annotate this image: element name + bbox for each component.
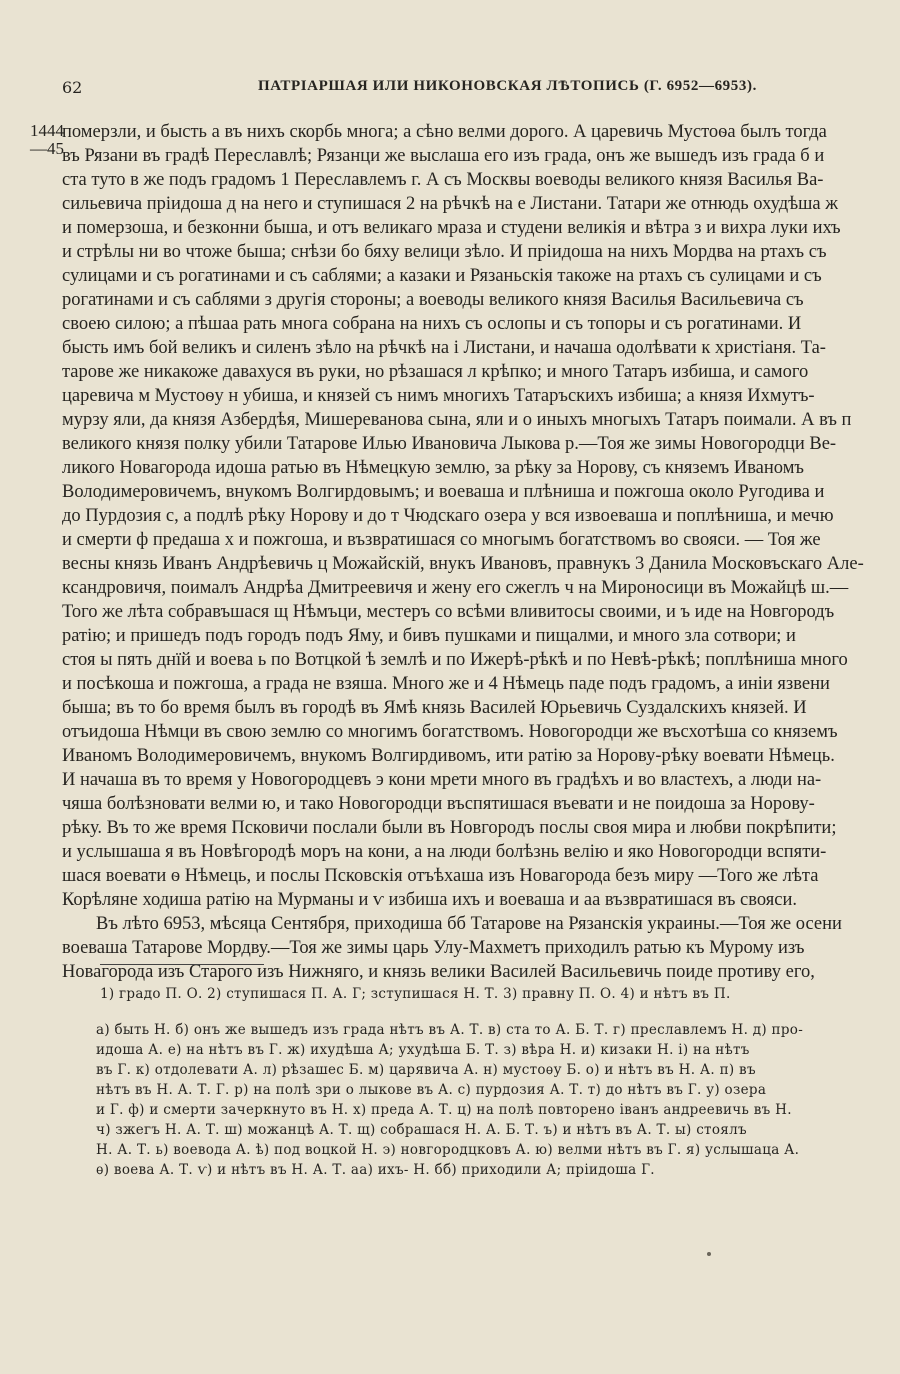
text-line: померзли, и бысть а въ нихъ скорбь многа; а сѣно велми дорого. А царевичь Мустоѳа былъ тогда — [62, 122, 827, 142]
text-line: шася воевати ѳ Нѣмець, и послы Псковскія отъѣхаша изъ Новагорода безъ миру —Того же лѣта — [62, 866, 819, 886]
text-line: рогатинами и съ саблями з другія стороны; а воеводы великого князя Василья Васильевича съ — [62, 290, 804, 310]
text-line: Въ лѣто 6953, мѣсяца Сентября, приходиша бб Татарове на Рязанскія украины.—Тоя же осени — [96, 914, 842, 934]
text-line: тарове же никакоже давахуся въ руки, но рѣзашася л крѣпко; и много Татаръ избиша, и самого — [62, 362, 809, 382]
text-line: ратію; и пришедъ подъ городъ подъ Яму, и бивъ пушками и пищалми, и много зла сотвори; и — [62, 626, 796, 646]
page-number: 62 — [62, 78, 83, 97]
text-line: великого князя полку убили Татарове Илью Ивановича Лыкова р.—Тоя же зимы Новогородци Ве- — [62, 434, 837, 454]
footnote-divider — [100, 964, 264, 965]
footnote-numeric: 1) градо П. О. 2) ступишася П. А. Г; зступишася Н. Т. 3) правну П. О. 4) и нѣтъ въ П. — [100, 986, 731, 1002]
text-line: быша; въ то бо время былъ въ городѣ въ Ямѣ князь Василей Юрьевичь Суздалскихъ князей. И — [62, 698, 807, 718]
text-line: въ Рязани въ градѣ Переславлѣ; Рязанци же выслаша его изъ града, онъ же вышедъ изъ града б и — [62, 146, 825, 166]
text-line: отъидоша Нѣмци въ свою землю со многимъ богатствомъ. Новогородци же въсхотѣша со княземъ — [62, 722, 838, 742]
text-line: Володимеровичемъ, внукомъ Волгирдовымъ; и воеваша и плѣниша и пожгоша около Ругодива и — [62, 482, 825, 502]
margin-year-line-2: —45 — [30, 139, 64, 158]
footnote-line: Н. А. Т. ь) воевода А. ѣ) под воцкой Н. э) новгородцковъ А. ю) велми нѣтъ въ Г. я) услышаца А. — [96, 1142, 800, 1158]
footnote-line: а) быть Н. б) онъ же вышедъ изъ града нѣтъ въ А. Т. в) ста то А. Б. Т. г) преславлемъ Н. д) про- — [96, 1022, 804, 1038]
footnote-line: ѳ) воева А. Т. ѵ) и нѣтъ въ Н. А. Т. аа) ихъ- Н. бб) приходили А; пріидоша Г. — [96, 1162, 655, 1178]
text-line: сулицами и съ рогатинами и съ саблями; а казаки и Рязаньскія такоже на ртахъ съ сулицами и съ — [62, 266, 822, 286]
text-line: И начаша въ то время у Новогородцевъ э кони мрети много въ градѣхъ и во властехъ, а люди на- — [62, 770, 822, 790]
text-line: Корѣляне ходиша ратію на Мурманы и ѵ избиша ихъ и воеваша и аа възвратишася въ свояси. — [62, 890, 797, 910]
text-line: до Пурдозия с, а подлѣ рѣку Норову и до т Чюдскаго озера у вся извоеваша и поплѣниша, и мечю — [62, 506, 834, 526]
text-line: Новагорода изъ Старого изъ Нижняго, и князь велики Василей Васильевичь поиде противу его, — [62, 962, 815, 982]
text-line: своею силою; а пѣшаа рать многа собрана на нихъ съ ослопы и съ топоры и съ рогатинами. И — [62, 314, 802, 334]
text-line: и померзоша, и безконни быша, и отъ великаго мраза и студени великія и вѣтра з и вихра луки ихъ — [62, 218, 841, 238]
text-line: бысть имъ бой великъ и силенъ зѣло на рѣчкѣ на і Листани, и начаша одолѣвати к христіаня. Та- — [62, 338, 826, 358]
text-line: ксандровичя, поималъ Андрѣа Дмитреевичя и жену его сжеглъ ч на Мироносици въ Можайцѣ ш.— — [62, 578, 849, 598]
footnote-line: въ Г. к) отдолевати А. л) рѣзашес Б. м) царявича А. н) мустоѳу Б. о) и нѣтъ въ Н. А. п) въ — [96, 1062, 756, 1078]
text-line: и посѣкоша и пожгоша, а града не взяша. Много же и 4 Нѣмець паде подъ градомъ, а иніи язвени — [62, 674, 830, 694]
margin-year-note — [30, 122, 64, 158]
text-line: ста туто в же подъ градомъ 1 Переславлемъ г. А съ Москвы воеводы великого князя Василья Ва- — [62, 170, 824, 190]
text-line: стоя ы пять днїй и воева ь по Вотцкой ѣ землѣ и по Ижерѣ-рѣкѣ и по Невѣ-рѣкѣ; поплѣниша много — [62, 650, 848, 670]
text-line: Того же лѣта собравъшася щ Нѣмъци, местеръ со всѣми вливитосы своими, и ъ иде на Новгородъ — [62, 602, 835, 622]
footnote-line: нѣтъ въ Н. А. Т. Г. р) на полѣ зри о лыкове въ А. с) пурдозия А. Т. т) до нѣтъ въ Г. у) озера — [96, 1082, 767, 1098]
footnote-line: идоша А. е) на нѣтъ въ Г. ж) ихудѣша А; ухудѣша Б. Т. з) вѣра Н. и) кизаки Н. і) на нѣтъ — [96, 1042, 750, 1058]
text-line: рѣку. Въ то же время Псковичи послали были въ Новгородъ послы своя мира и любви покрѣпити; — [62, 818, 837, 838]
text-line: сильевича пріидоша д на него и ступишася 2 на рѣчкѣ на е Листани. Татари же отнюдь охудѣша ж — [62, 194, 839, 214]
text-line: мурзу яли, да князя Азбердѣя, Мишереванова сына, яли и о иныхъ многыхъ Татаръ поимали. А въ п — [62, 410, 852, 430]
text-line: и услышаша я въ Новѣгородѣ моръ на кони, а на люди болѣзнь велію и яко Новогородци вспяти- — [62, 842, 827, 862]
text-line: чяша болѣзновати велми ю, и тако Новогородци въспятишася въевати и не поидоша за Норову- — [62, 794, 815, 814]
text-line: и смерти ф предаша х и пожгоша, и възвратишася со многымъ богатствомъ во свояси. — Тоя же — [62, 530, 821, 550]
text-line: и стрѣлы ни во чтоже быша; снѣзи бо бяху велици зѣло. И пріидоша на нихъ Мордва на ртахъ съ — [62, 242, 827, 262]
margin-year-line-1: 1444 — [30, 121, 64, 140]
ink-speck — [707, 1252, 711, 1256]
text-line: весны князь Иванъ Андрѣевичь ц Можайскій, внукъ Ивановъ, правнукъ 3 Данила Московъскаго Але- — [62, 554, 864, 574]
footnote-line: ч) зжегъ Н. А. Т. ш) можанцѣ А. Т. щ) собрашася Н. А. Б. Т. ъ) и нѣтъ въ А. Т. ы) стоялъ — [96, 1122, 747, 1138]
text-line: воеваша Татарове Мордву.—Тоя же зимы царь Улу-Махметъ приходилъ ратью къ Мурому изъ — [62, 938, 805, 958]
footnote-line: и Г. ф) и смерти зачеркнуто въ Н. х) преда А. Т. ц) на полѣ повторено іванъ андреевичь въ Н. — [96, 1102, 792, 1118]
running-title: ПАТРІАРШАЯ ИЛИ НИКОНОВСКАЯ ЛѢТОПИСЬ (Г. 6952—6953). — [258, 78, 757, 94]
text-line: царевича м Мустоѳу н убиша, и князей съ нимъ многихъ Татаръскихъ избиша; а князя Ихмутъ- — [62, 386, 815, 406]
text-line: Иваномъ Володимеровичемъ, внукомъ Волгирдивомъ, ити ратію за Норову-рѣку воевати Нѣмець. — [62, 746, 835, 766]
text-line: ликого Новагорода идоша ратью въ Нѣмецкую землю, за рѣку за Норову, съ княземъ Иваномъ — [62, 458, 804, 478]
